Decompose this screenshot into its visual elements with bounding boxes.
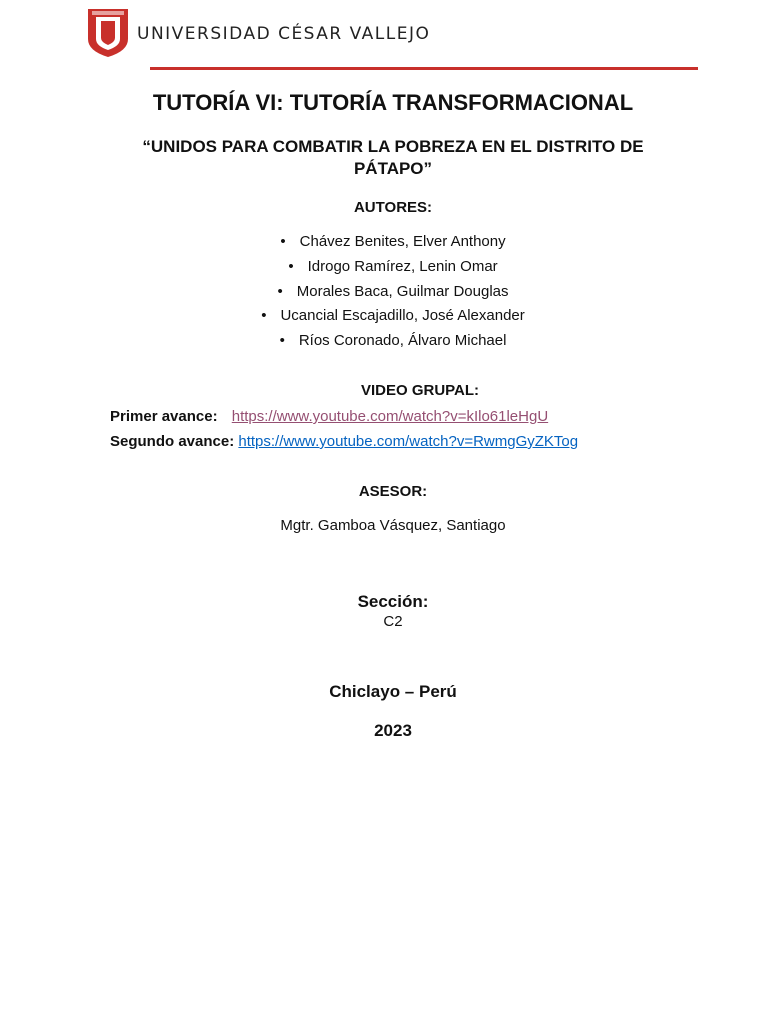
- author-name: Ríos Coronado, Álvaro Michael: [298, 332, 507, 350]
- location: Chiclayo – Perú: [329, 682, 457, 701]
- subtitle-line-1: “UNIDOS PARA COMBATIR LA POBREZA EN EL DISTRITO DE: [142, 137, 644, 156]
- authors-heading: AUTORES:: [353, 199, 433, 216]
- header-divider: [150, 67, 698, 70]
- video-row-2: [110, 433, 578, 450]
- bullet: •: [277, 282, 283, 300]
- video-link-2[interactable]: https://www.youtube.com/watch?v=RwmgGyZKTog: [238, 433, 579, 450]
- video-label: Primer avance:: [110, 408, 218, 425]
- bullet: •: [280, 233, 286, 250]
- bullet: •: [279, 332, 285, 350]
- bullet: •: [288, 257, 294, 275]
- subtitle-line-2: PÁTAPO”: [353, 159, 433, 178]
- document-subtitle: [0, 136, 768, 180]
- bullet: •: [261, 307, 267, 325]
- video-link-1[interactable]: https://www.youtube.com/watch?v=kIlo61leHgU: [231, 408, 549, 425]
- video-row-1: [110, 408, 548, 425]
- video-heading: VIDEO GRUPAL:: [360, 382, 480, 399]
- author-item: [0, 232, 768, 257]
- university-name: UNIVERSIDAD CÉSAR VALLEJO: [137, 24, 431, 44]
- author-item: [0, 282, 768, 307]
- author-name: Idrogo Ramírez, Lenin Omar: [307, 257, 498, 275]
- advisor-name: Mgtr. Gamboa Vásquez, Santiago: [280, 517, 506, 534]
- authors-list: [0, 232, 768, 356]
- author-item: [0, 257, 768, 282]
- year: 2023: [374, 721, 412, 740]
- advisor-heading: ASESOR:: [358, 483, 428, 500]
- author-item: [0, 306, 768, 331]
- author-name: Morales Baca, Guilmar Douglas: [296, 282, 509, 300]
- author-name: Chávez Benites, Elver Anthony: [299, 233, 506, 250]
- section-heading: Sección:: [357, 592, 429, 611]
- author-item: [0, 331, 768, 356]
- section-value: C2: [383, 613, 403, 630]
- author-name: Ucancial Escajadillo, José Alexander: [280, 307, 525, 325]
- document-title: TUTORÍA VI: TUTORÍA TRANSFORMACIONAL: [152, 90, 634, 115]
- video-label: Segundo avance:: [110, 433, 235, 450]
